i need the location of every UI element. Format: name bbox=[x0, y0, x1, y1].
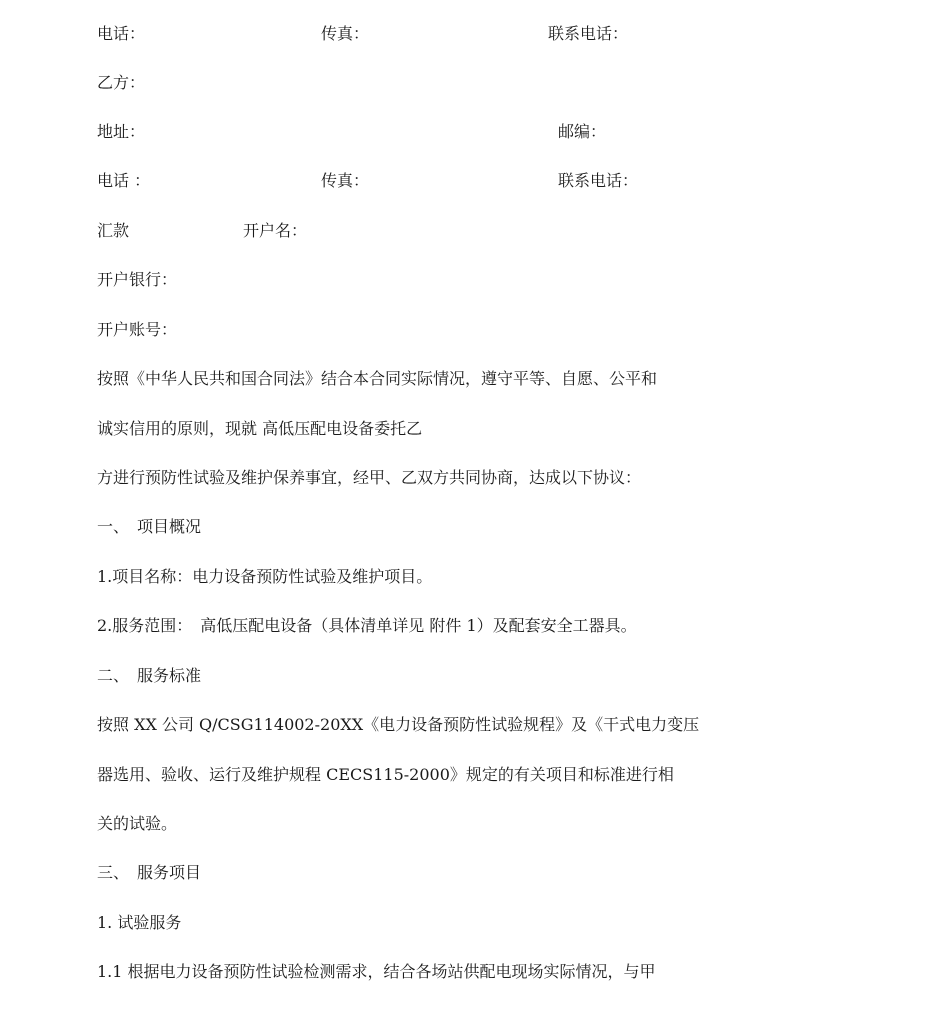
section-1-heading: 一、 项目概况 bbox=[97, 517, 202, 536]
section-2-line-1: 按照 XX 公司 Q/CSG114002-20XX《电力设备预防性试验规程》及《干式电力变压 bbox=[97, 715, 700, 734]
party-a-phone-label: 电话： bbox=[97, 24, 146, 43]
party-b-title: 乙方： bbox=[97, 73, 146, 92]
section-3-heading: 三、 服务项目 bbox=[97, 863, 202, 882]
party-b-contact-phone-label: 联系电话： bbox=[558, 171, 639, 190]
section-3-sub-1: 1. 试验服务 bbox=[97, 913, 182, 932]
preamble-line-2: 诚实信用的原则，现就 高低压配电设备委托乙 bbox=[97, 419, 423, 438]
party-b-remit-label: 汇款 bbox=[97, 221, 130, 240]
party-b-account-no-label: 开户账号： bbox=[97, 320, 178, 339]
section-1-item-1: 1.项目名称：电力设备预防性试验及维护项目。 bbox=[97, 567, 433, 586]
party-b-account-name-label: 开户名： bbox=[243, 221, 308, 240]
party-b-phone-label: 电话 ： bbox=[97, 171, 151, 190]
section-2-heading: 二、 服务标准 bbox=[97, 666, 202, 685]
party-b-fax-label: 传真： bbox=[321, 171, 370, 190]
party-b-postcode-label: 邮编： bbox=[558, 122, 607, 141]
preamble-line-1: 按照《中华人民共和国合同法》结合本合同实际情况，遵守平等、自愿、公平和 bbox=[97, 369, 658, 388]
party-a-contact-phone-label: 联系电话： bbox=[548, 24, 629, 43]
party-a-fax-label: 传真： bbox=[321, 24, 370, 43]
party-b-address-label: 地址： bbox=[97, 122, 146, 141]
section-3-sub-1-1: 1.1 根据电力设备预防性试验检测需求，结合各场站供配电现场实际情况，与甲 bbox=[97, 962, 656, 981]
party-b-bank-label: 开户银行： bbox=[97, 270, 178, 289]
section-2-line-3: 关的试验。 bbox=[97, 814, 178, 833]
preamble-line-3: 方进行预防性试验及维护保养事宜，经甲、乙双方共同协商，达成以下协议： bbox=[97, 468, 642, 487]
section-1-item-2: 2.服务范围： 高低压配电设备（具体清单详见 附件 1）及配套安全工器具。 bbox=[97, 616, 637, 635]
section-2-line-2: 器选用、验收、运行及维护规程 CECS115-2000》规定的有关项目和标准进行相 bbox=[97, 765, 674, 784]
